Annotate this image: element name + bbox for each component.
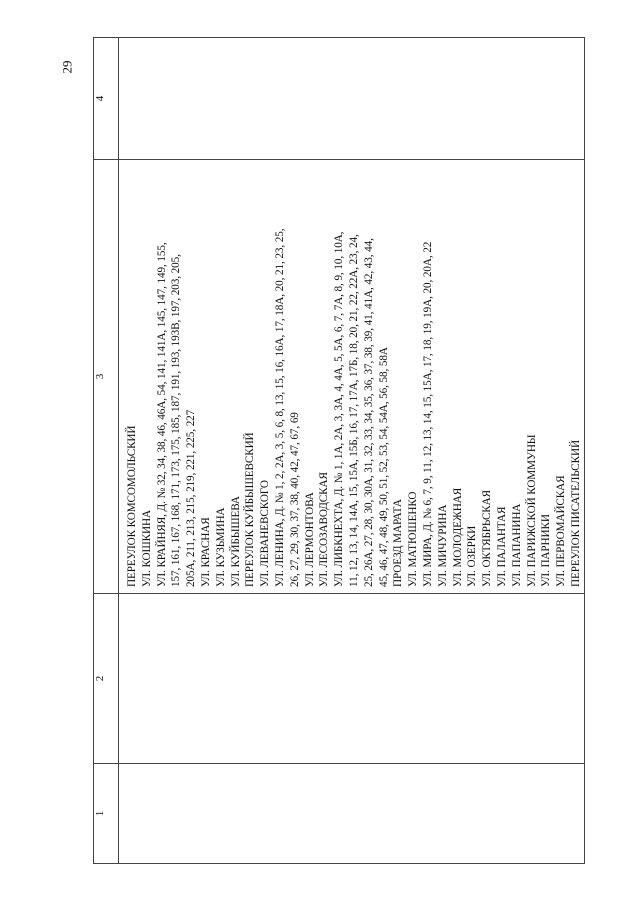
address-line: УЛ. КОШКИНА bbox=[140, 510, 153, 587]
column-header-1: 1 bbox=[94, 764, 119, 864]
address-line: УЛ. КУЗЬМИНА bbox=[214, 507, 227, 587]
address-line: 205А, 211, 213, 215, 219, 221, 225, 227 bbox=[185, 409, 198, 587]
address-line: УЛ. ЛИБКНЕХТА, Д. № 1, 1А, 2А, 3, 3А, 4, 4А, 5, 5А, 6, 7, 7А, 8, 9, 10, 10А, bbox=[333, 231, 346, 587]
cell-col-4 bbox=[119, 38, 585, 160]
cell-col-2 bbox=[119, 594, 585, 764]
address-line: УЛ. ПАРИЖСКОЙ КОММУНЫ bbox=[525, 434, 538, 587]
address-line: УЛ. ПАЛАНТАЯ bbox=[495, 506, 508, 587]
address-table bbox=[93, 37, 585, 864]
address-line: УЛ. ЛЕРМОНТОВА bbox=[303, 492, 316, 587]
address-line: ПЕРЕУЛОК ПИСАТЕЛЬСКИЙ bbox=[569, 440, 582, 587]
address-line: 26, 27, 29, 30, 37, 38, 40, 42, 47, 67, 69 bbox=[288, 412, 301, 587]
page-number: 29 bbox=[59, 60, 75, 74]
address-line: ПЕРЕУЛОК КОМСОМОЛЬСКИЙ bbox=[126, 425, 138, 587]
address-line: УЛ. МИЧУРИНА bbox=[436, 504, 449, 587]
address-line: УЛ. ОЗЕРКИ bbox=[466, 525, 479, 587]
address-line: УЛ. ПЕРВОМАЙСКАЯ bbox=[555, 475, 568, 587]
address-line: УЛ. МИРА, Д. № 6, 7, 9, 11, 12, 13, 14, 15, 15А, 17, 18, 19, 19А, 20, 20А, 22 bbox=[421, 241, 434, 587]
address-line: УЛ. МОЛОДЕЖНАЯ bbox=[451, 487, 464, 587]
address-line: УЛ. МАТЮШЕНКО bbox=[407, 491, 420, 587]
address-line: 25, 26А, 27, 28, 30, 30А, 31, 32, 33, 34, 35, 36, 37, 38, 39, 41, 41А, 42, 43, 44, bbox=[362, 238, 375, 587]
column-header-3: 3 bbox=[94, 160, 119, 594]
column-header-4: 4 bbox=[94, 38, 119, 160]
address-line: УЛ. КРАСНАЯ bbox=[199, 517, 212, 587]
column-header-2: 2 bbox=[94, 594, 119, 764]
address-line: УЛ. ОКТЯБРЬСКАЯ bbox=[481, 489, 494, 587]
address-line: 45, 46, 47, 48, 49, 50, 51, 52, 53, 54, 54А, 56, 58, 58А bbox=[377, 347, 390, 587]
cell-col-3 bbox=[119, 160, 585, 594]
address-line: УЛ. КУЙБЫШЕВА bbox=[229, 496, 242, 587]
address-line: 11, 12, 13, 14, 14А, 15, 15А, 15Б, 16, 17, 17А, 17Б, 18, 20, 21, 22, 22А, 23, 24, bbox=[347, 234, 360, 587]
rotated-page bbox=[93, 38, 582, 864]
table-row bbox=[119, 38, 585, 864]
address-line: УЛ. ЛЕСОЗАВОДСКАЯ bbox=[318, 472, 331, 587]
address-line: УЛ. ПАРНИКИ bbox=[540, 514, 553, 587]
table-container bbox=[93, 38, 582, 864]
address-line: ПРОЕЗД МАРАТА bbox=[392, 499, 405, 587]
cell-col-1 bbox=[119, 764, 585, 864]
address-line: ПЕРЕУЛОК КУЙБЫШЕВСКИЙ bbox=[244, 432, 257, 587]
address-list bbox=[119, 160, 584, 593]
address-line: УЛ. ЛЕНИНА, Д. № 1, 2, 2А, 3, 5, 6, 8, 13, 15, 16, 16А, 17, 18А, 20, 21, 23, 25, bbox=[273, 228, 286, 587]
address-line: УЛ. ПАПАНИНА bbox=[510, 503, 523, 587]
header-row bbox=[94, 38, 119, 864]
address-line: УЛ. ЛЕВАНЕВСКОГО bbox=[259, 480, 272, 587]
address-line: УЛ. КРАЙНЯЯ, Д. № 32, 34, 38, 46, 46А, 54, 141, 141А, 145, 147, 149, 155, bbox=[155, 242, 168, 587]
address-line: 157, 161, 167, 168, 171, 173, 175, 185, 187, 191, 193, 193В, 197, 203, 205, bbox=[170, 254, 183, 587]
